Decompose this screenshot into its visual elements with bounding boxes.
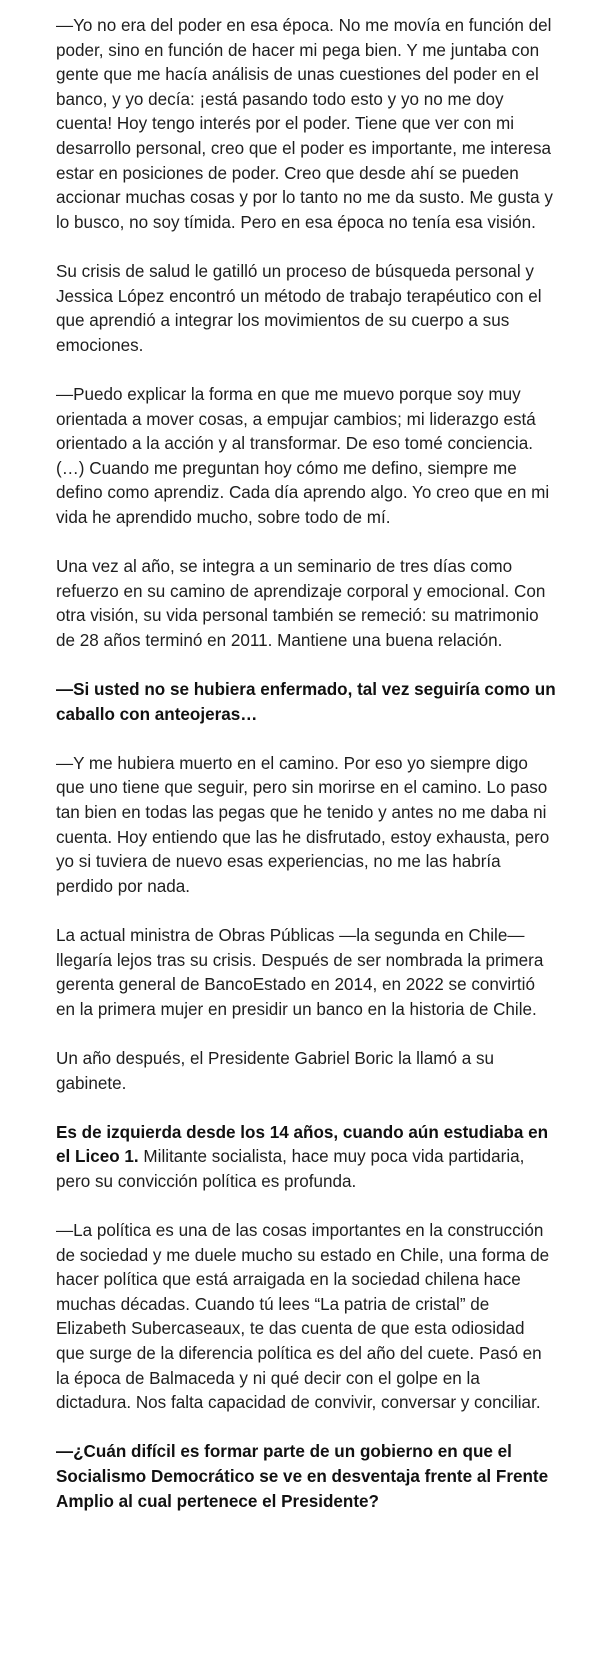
narrative-paragraph: Su crisis de salud le gatilló un proceso de búsqueda personal y Jessica López encontró un método de trabajo terapéutico con el que aprendió a integrar los movimientos de su cuerpo a sus emociones. <box>56 261 542 355</box>
narrative-paragraph <box>56 1121 556 1195</box>
paragraph-text: Militante socialista, hace muy poca vida partidaria, pero su convicción política es profunda. <box>56 1147 525 1191</box>
narrative-paragraph: Una vez al año, se integra a un seminario de tres días como refuerzo en su camino de aprendizaje corporal y emocional. Con otra visión, su vida personal también se remeció: su matrimonio de 28 años terminó en 2011. Mantiene una buena relación. <box>56 557 546 650</box>
answer-paragraph: —Y me hubiera muerto en el camino. Por eso yo siempre digo que uno tiene que seguir, pero sin morirse en el camino. Lo paso tan bien en todas las pegas que he tenido y antes no me daba ni cuenta. Hoy entiendo que las he disfrutado, estoy exhausta, pero yo si tuviera de nuevo esas experiencias, no me las habría perdido por nada. <box>56 753 550 896</box>
narrative-paragraph: Un año después, el Presidente Gabriel Boric la llamó a su gabinete. <box>56 1048 495 1093</box>
answer-paragraph: —Yo no era del poder en esa época. No me movía en función del poder, sino en función de hacer mi pega bien. Y me juntaba con gente que me hacía análisis de unas cuestiones del poder en el banco, y yo decía: ¡está pasando todo esto y yo no me doy cuenta! Hoy tengo interés por el poder. Tiene que ver con mi desarrollo personal, creo que el poder es importante, me interesa estar en posiciones de poder. Creo que desde ahí se pueden accionar muchas cosas y por lo tanto no me da susto. Me gusta y lo busco, no soy tímida. Pero en esa época no tenía esa visión. <box>56 16 553 232</box>
bold-lead-text: Es de izquierda desde los 14 años, cuando aún estudiaba en el Liceo 1. <box>56 1122 549 1167</box>
article-body <box>56 14 556 1539</box>
answer-paragraph: —Puedo explicar la forma en que me muevo porque soy muy orientada a mover cosas, a empujar cambios; mi liderazgo está orientado a la acción y al transformar. De eso tomé conciencia. (…) Cuando me preguntan hoy cómo me defino, siempre me defino como aprendiz. Cada día aprendo algo. Yo creo que en mi vida he aprendido mucho, sobre todo de mí. <box>56 384 550 527</box>
interview-question: —Si usted no se hubiera enfermado, tal vez seguiría como un caballo con anteojeras… <box>56 680 556 724</box>
interview-question: —¿Cuán difícil es formar parte de un gobierno en que el Socialismo Democrático se ve en desventaja frente al Frente Amplio al cual pertenece el Presidente? <box>56 1442 549 1511</box>
narrative-paragraph: La actual ministra de Obras Públicas —la segunda en Chile— llegaría lejos tras su crisis. Después de ser nombrada la primera gerenta general de BancoEstado en 2014, en 2022 se convirtió en la primera mujer en presidir un banco en la historia de Chile. <box>56 925 544 1019</box>
answer-paragraph: —La política es una de las cosas importantes en la construcción de sociedad y me duele mucho su estado en Chile, una forma de hacer política que está arraigada en la sociedad chilena hace muchas décadas. Cuando tú lees “La patria de cristal” de Elizabeth Subercaseaux, te das cuenta de que esta odiosidad que surge de la diferencia política es del año del cuete. Pasó en la época de Balmaceda y ni qué decir con el golpe en la dictadura. Nos falta capacidad de convivir, conversar y conciliar. <box>56 1221 550 1413</box>
